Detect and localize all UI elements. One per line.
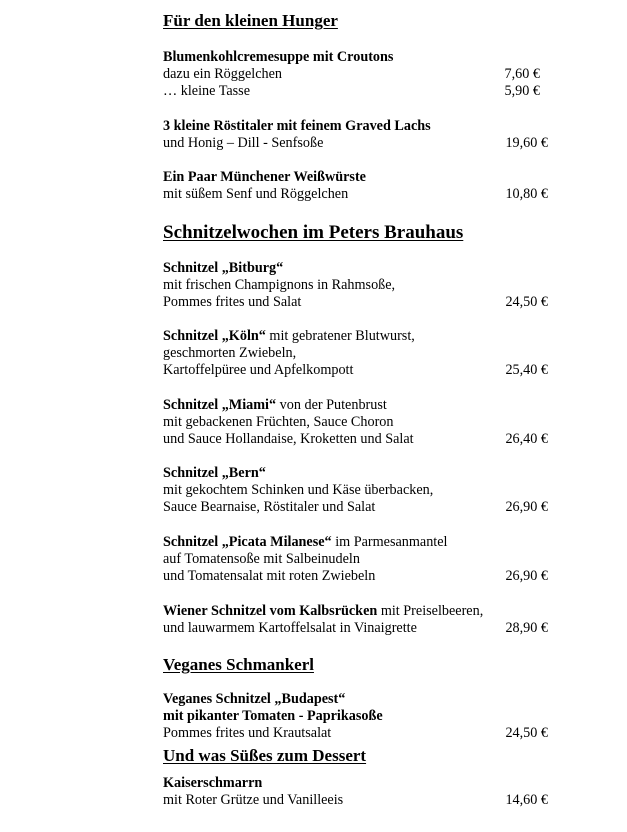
section-heading-dessert: Und was Süßes zum Dessert: [163, 746, 367, 765]
menu-item-description: mit süßem Senf und Röggelchen: [163, 186, 349, 202]
menu-item-price: 24,50 €: [505, 725, 548, 741]
menu-item-name: mit pikanter Tomaten - Paprikasoße: [163, 708, 383, 724]
menu-item-price: 26,40 €: [505, 431, 548, 447]
menu-item-description: auf Tomatensoße mit Salbeinudeln: [163, 551, 360, 567]
menu-item-name: Blumenkohlcremesuppe mit Croutons: [163, 49, 394, 65]
menu-item-name-line: [163, 328, 415, 345]
menu-item-description: Kartoffelpüree und Apfelkompott: [163, 362, 354, 378]
menu-item-name: Schnitzel „Picata Milanese“: [163, 534, 332, 550]
menu-item-name-line: [163, 397, 387, 414]
menu-item-description: mit Roter Grütze und Vanilleeis: [163, 792, 344, 808]
menu-item-name-suffix: von der Putenbrust: [276, 397, 387, 413]
menu-item-description: mit frischen Champignons in Rahmsoße,: [163, 277, 396, 293]
menu-item-price: 28,90 €: [505, 620, 548, 636]
menu-item-description: geschmorten Zwiebeln,: [163, 345, 297, 361]
section-heading-vegan: Veganes Schmankerl: [163, 655, 314, 674]
menu-item-description: Pommes frites und Salat: [163, 294, 302, 310]
menu-item-name: Schnitzel „Köln“: [163, 328, 266, 344]
menu-item-price: 26,90 €: [505, 499, 548, 515]
menu-item-description: mit gebackenen Früchten, Sauce Choron: [163, 414, 394, 430]
menu-item-name: Schnitzel „Bern“: [163, 465, 266, 481]
menu-item-name-suffix: mit gebratener Blutwurst,: [265, 328, 415, 344]
menu-item-description: Pommes frites und Krautsalat: [163, 725, 332, 741]
menu-item-name: Ein Paar Münchener Weißwürste: [163, 169, 366, 185]
menu-item-name-line: [163, 603, 483, 620]
menu-item-price: 10,80 €: [505, 186, 548, 202]
menu-item-name: Schnitzel „Bitburg“: [163, 260, 284, 276]
menu-item-description: Sauce Bearnaise, Röstitaler und Salat: [163, 499, 376, 515]
menu-item-price: 25,40 €: [505, 362, 548, 378]
menu-item-description: dazu ein Röggelchen: [163, 66, 282, 82]
menu-item-price: 26,90 €: [505, 568, 548, 584]
menu-item-name: Veganes Schnitzel „Budapest“: [163, 691, 346, 707]
menu-item-price: 24,50 €: [505, 294, 548, 310]
menu-item-name-suffix: im Parmesanmantel: [331, 534, 448, 550]
menu-item-price: 19,60 €: [505, 135, 548, 151]
menu-item-name-line: [163, 534, 448, 551]
menu-item-price: 14,60 €: [505, 792, 548, 808]
section-heading-schnitzelwochen: Schnitzelwochen im Peters Brauhaus: [163, 222, 464, 243]
menu-item-description: und Sauce Hollandaise, Kroketten und Salat: [163, 431, 414, 447]
menu-item-description: und Tomatensalat mit roten Zwiebeln: [163, 568, 376, 584]
menu-item-description: mit gekochtem Schinken und Käse überbacken,: [163, 482, 434, 498]
menu-item-name-suffix: mit Preiselbeeren,: [377, 603, 484, 619]
menu-item-price: 7,60 €: [504, 66, 540, 82]
menu-item-name: Kaiserschmarrn: [163, 775, 263, 791]
menu-item-description: … kleine Tasse: [163, 83, 251, 99]
menu-item-price: 5,90 €: [504, 83, 540, 99]
menu-item-name: Wiener Schnitzel vom Kalbsrücken: [163, 603, 378, 619]
menu-item-description: und Honig – Dill - Senfsoße: [163, 135, 324, 151]
menu-item-description: und lauwarmem Kartoffelsalat in Vinaigrette: [163, 620, 417, 636]
menu-item-name: Schnitzel „Miami“: [163, 397, 277, 413]
menu-item-name: 3 kleine Röstitaler mit feinem Graved Lachs: [163, 118, 431, 134]
section-heading-kleiner-hunger: Für den kleinen Hunger: [163, 11, 338, 30]
